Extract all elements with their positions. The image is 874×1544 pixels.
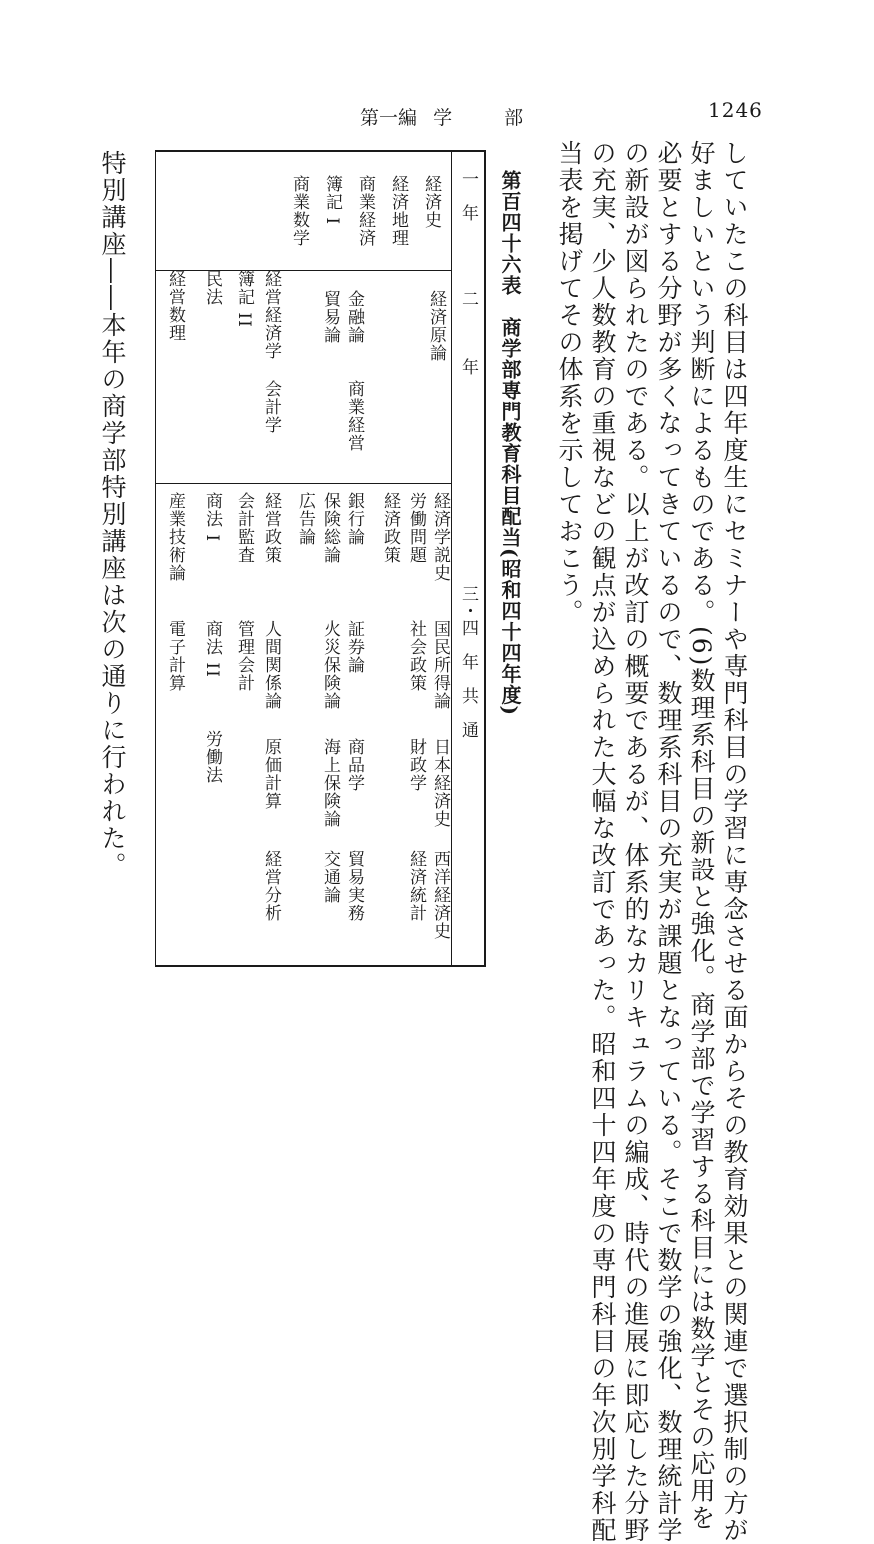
year1-course: 商業数学 (289, 175, 309, 247)
year1-course: 経済地理 (388, 175, 408, 247)
header-year1: 一 年 (458, 170, 478, 221)
year1-separator (155, 270, 452, 271)
year34-course: 交通論 (320, 850, 340, 904)
header-part: 第一編 (360, 107, 418, 129)
body-line-4: の新設が図られたのである。以上が改訂の概要であるが、体系的なカリキュラムの編成、時代の進展に即応した分野 (621, 140, 650, 1544)
year2-course: 金融論 (344, 290, 364, 344)
year34-course: 西洋経済史 (430, 850, 450, 940)
year34-course: 経済政策 (380, 492, 400, 564)
year34-course: 商法 II (202, 620, 222, 678)
year34-course: 経済統計 (406, 850, 426, 922)
header-section-end: 部 (504, 107, 524, 129)
header-year2: 二 年 (458, 290, 478, 375)
header-year34: 三・四 年 共 通 (458, 585, 478, 738)
body-line-6: 当表を掲げてその体系を示しておこう。 (555, 140, 584, 626)
table-border-left (155, 150, 156, 967)
special-lectures-line: 特別講座――本年の商学部特別講座は次の通りに行われた。 (98, 150, 127, 879)
year34-course: 日本経済史 (430, 738, 450, 828)
year34-course: 証券論 (344, 620, 364, 674)
year34-course: 社会政策 (406, 620, 426, 692)
year34-course: 銀行論 (344, 492, 364, 546)
year34-course: 労働問題 (406, 492, 426, 564)
year34-course: 貿易実務 (344, 850, 364, 922)
year2-course: 商業経営 (344, 380, 364, 452)
body-line-5: の充実、少人数教育の重視などの観点が込められた大幅な改訂であった。昭和四十四年度の専門科目の年次別学科配 (588, 140, 617, 1544)
table-border-bottom (155, 965, 486, 967)
year34-course: 経済学説史 (430, 492, 450, 582)
running-header (360, 103, 523, 130)
year1-course: 商業経済 (355, 175, 375, 247)
year34-course: 産業技術論 (165, 492, 185, 582)
header-row-separator (451, 150, 452, 967)
year2-separator (155, 483, 452, 484)
year34-course: 国民所得論 (430, 620, 450, 710)
body-line-1: していたこの科目は四年度生にセミナーや専門科目の学習に専念させる面からその教育効果との関連で選択制の方が (720, 140, 749, 1544)
year34-course: 商品学 (344, 738, 364, 792)
page-number: 1246 (708, 98, 763, 122)
table-border-right (484, 150, 486, 967)
year34-course: 広告論 (295, 492, 315, 546)
year34-course: 人間関係論 (261, 620, 281, 710)
year34-course: 会計監査 (234, 492, 254, 564)
year34-course: 保険総論 (320, 492, 340, 564)
year2-course: 会計学 (261, 380, 281, 434)
year34-course: 電子計算 (165, 620, 185, 692)
year34-course: 管理会計 (234, 620, 254, 692)
year34-course: 財政学 (406, 738, 426, 792)
body-line-3: 必要とする分野が多くなってきているので、数理系科目の充実が課題となっている。そこで数学の強化、数理統計学 (654, 140, 683, 1544)
year34-course: 商法 I (202, 492, 222, 543)
year2-course: 貿易論 (320, 290, 340, 344)
year34-course: 労働法 (202, 730, 222, 784)
year1-course: 経済史 (421, 175, 441, 229)
year34-course: 経営分析 (261, 850, 281, 922)
body-line-2: 好ましいという判断によるものである。(6)数理系科目の新設と強化。商学部で学習する科目には数学とその応用を (687, 140, 716, 1532)
year34-course: 海上保険論 (320, 738, 340, 828)
table-border-top (155, 150, 486, 152)
year34-course: 原価計算 (261, 738, 281, 810)
year2-course: 簿記 II (234, 270, 254, 328)
year34-course: 経営政策 (261, 492, 281, 564)
year2-course: 民法 (202, 270, 222, 306)
year2-course: 経営経済学 (261, 270, 281, 360)
year2-course: 経済原論 (426, 290, 446, 362)
year34-course: 火災保険論 (320, 620, 340, 710)
table-caption: 第百四十六表 商学部専門教育科目配当(昭和四十四年度) (498, 170, 522, 716)
header-section: 学 (433, 107, 453, 129)
year2-course: 経営数理 (165, 270, 185, 342)
year1-course: 簿記 I (322, 175, 342, 226)
